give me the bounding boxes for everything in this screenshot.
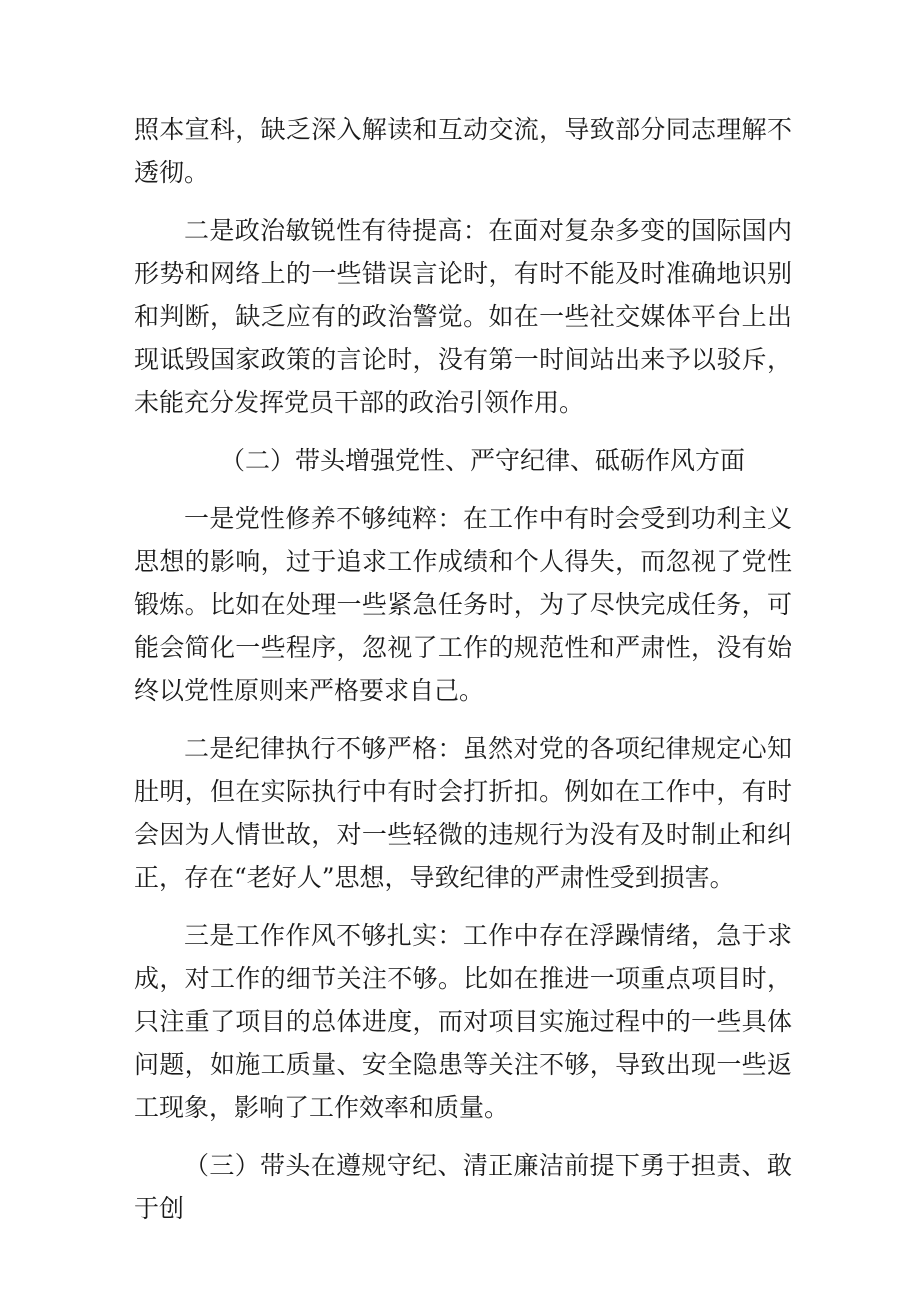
paragraph-discipline: 二是纪律执行不够严格：虽然对党的各项纪律规定心知肚明，但在实际执行中有时会打折扣。例如在工作中，有时会因为人情世故，对一些轻微的违规行为没有及时制止和纠正，存在“老好人”思想，导致纪律的严肃性受到损害。 bbox=[134, 734, 792, 892]
section-heading-3: （三）带头在遵规守纪、清正廉洁前提下勇于担责、敢于创 bbox=[134, 1151, 792, 1223]
paragraph-political-sensitivity: 二是政治敏锐性有待提高：在面对复杂多变的国际国内形势和网络上的一些错误言论时，有时不能及时准确地识别和判断，缺乏应有的政治警觉。如在一些社交媒体平台上出现诋毁国家政策的言论时，没有第一时间站出来予以驳斥，未能充分发挥党员干部的政治引领作用。 bbox=[134, 216, 792, 417]
section-heading-2: （二）带头增强党性、严守纪律、砥砺作风方面 bbox=[220, 446, 746, 475]
paragraph-party-spirit: 一是党性修养不够纯粹：在工作中有时会受到功利主义思想的影响，过于追求工作成绩和个人得失，而忽视了党性锻炼。比如在处理一些紧急任务时，为了尽快完成任务，可能会简化一些程序，忽视了工作的规范性和严肃性，没有始终以党性原则来严格要求自己。 bbox=[134, 504, 792, 705]
paragraph-continued: 照本宣科，缺乏深入解读和互动交流，导致部分同志理解不透彻。 bbox=[134, 115, 792, 187]
paragraph-work-style: 三是工作作风不够扎实：工作中存在浮躁情绪，急于求成，对工作的细节关注不够。比如在推进一项重点项目时，只注重了项目的总体进度，而对项目实施过程中的一些具体问题，如施工质量、安全隐患等关注不够，导致出现一些返工现象，影响了工作效率和质量。 bbox=[134, 921, 792, 1122]
